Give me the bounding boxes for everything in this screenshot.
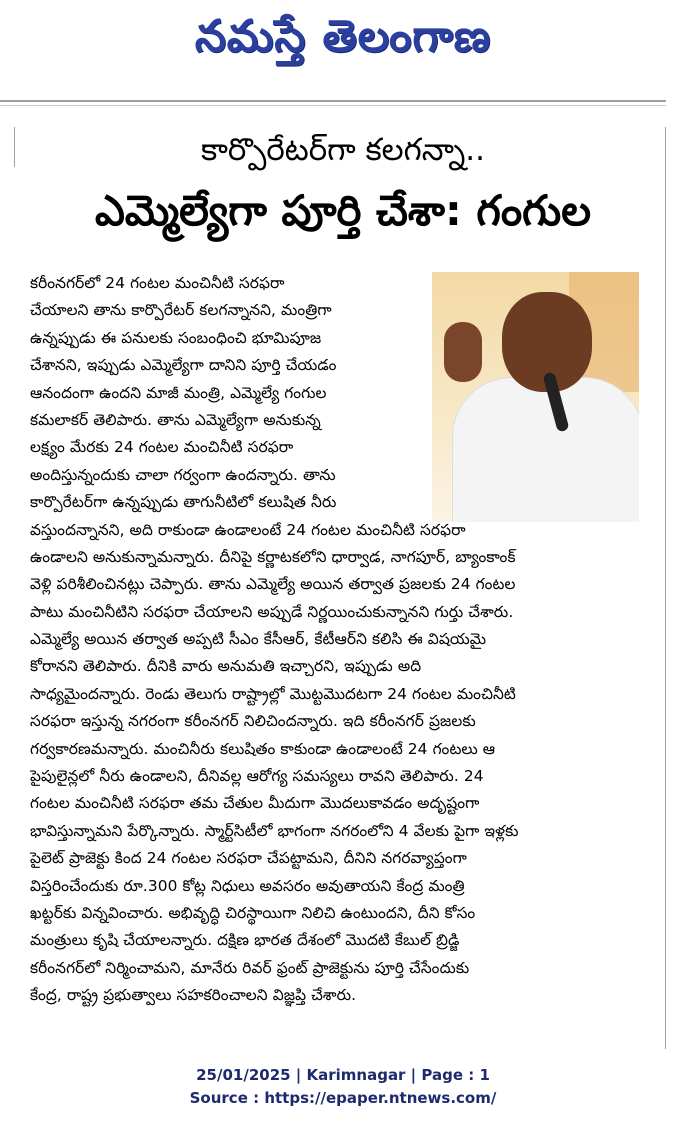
masthead (0, 0, 686, 84)
edition-info: 25/01/2025 | Karimnagar | Page : 1 (196, 1066, 490, 1084)
article-line: ఖట్టర్‌కు విన్నవించారు. అభివృద్ధి చిరస్థాయిగా నిలిచి ఉంటుందని, దీని కోసం (30, 903, 476, 922)
article-line: కరీంనగర్‌లో నిర్మించామని, మానేరు రివర్ ఫ్రంట్ ప్రాజెక్టును పూర్తి చేసేందుకు (30, 958, 470, 977)
article-line: కార్పొరేటర్‌గా ఉన్నప్పుడు తాగునీటిలో కలుషిత నీరు (30, 493, 337, 512)
article-kicker: కార్పొరేటర్‌గా కలగన్నా.. (200, 132, 485, 168)
article-line: కరీంనగర్‌లో 24 గంటల మంచినీటి సరఫరా (30, 274, 285, 292)
masthead-divider (0, 100, 666, 102)
article-headline: ఎమ్మెల్యేగా పూర్తి చేశా: గంగుల (95, 186, 591, 235)
masthead-divider-thin (0, 105, 666, 106)
article-line: కోరానని తెలిపారు. దీనికి వారు అనుమతి ఇచ్చారని, ఇప్పుడు అది (30, 657, 422, 676)
article-line: ఎమ్మెల్యే అయిన తర్వాత అప్పటి సీఎం కేసీఆర్, కేటీఆర్‌ని కలిసి ఈ విషయమై (30, 630, 487, 649)
article-line: కమలాకర్ తెలిపారు. తాను ఎమ్మెల్యేగా అనుకున్న (30, 410, 321, 429)
masthead-title: నమస్తే తెలంగాణ (194, 11, 492, 62)
article-line: ఉండాలని అనుకున్నామన్నారు. దీనిపై కర్ణాటకలోని ధార్వాడ, నాగపూర్, బ్యాంకాంక్ (30, 547, 516, 566)
article-line: కేంద్ర, రాష్ట్ర ప్రభుత్వాలు సహకరించాలని విజ్ఞప్తి చేశారు. (30, 986, 357, 1005)
article-line: వెళ్లి పరిశీలించినట్లు చెప్పారు. తాను ఎమ్మెల్యే అయిన తర్వాత ప్రజలకు 24 గంటల (30, 575, 516, 594)
article-line: చేయాలని తాను కార్పొరేటర్ కలగన్నానని, మంత్రిగా (30, 301, 332, 320)
source-link[interactable]: Source : https://epaper.ntnews.com/ (189, 1089, 497, 1107)
clipping-frame-right (665, 127, 666, 1049)
article-line: మంత్రులు కృషి చేయాలన్నారు. దక్షిణ భారత దేశంలో మొదటి కేబుల్ బ్రిడ్జి (30, 931, 460, 950)
article-line: పైలెట్ ప్రాజెక్టు కింద 24 గంటల సరఫరా చేపట్టామని, దీనిని నగరవ్యాప్తంగా (30, 849, 467, 868)
article-line: పాటు మంచినీటిని సరఫరా చేయాలని అప్పుడే నిర్ణయించుకున్నానని గుర్తు చేశారు. (30, 602, 514, 621)
article-body (30, 270, 640, 1010)
article-line: అందిస్తున్నందుకు చాలా గర్వంగా ఉందన్నారు. తాను (30, 465, 336, 484)
article-line: వస్తుందన్నానని, అది రాకుండా ఉండాలంటే 24 గంటల మంచినీటి సరఫరా (30, 520, 466, 539)
article-line: సరఫరా ఇస్తున్న నగరంగా కరీంనగర్ నిలిచిందన్నారు. ఇది కరీంనగర్ ప్రజలకు (30, 712, 476, 731)
article-line: లక్ష్యం మేరకు 24 గంటల మంచినీటి సరఫరా (30, 438, 294, 457)
article-line: భావిస్తున్నామని పేర్కొన్నారు. స్మార్ట్‌సిటీలో భాగంగా నగరంలోని 4 వేలకు పైగా ఇళ్లకు (30, 821, 519, 840)
article-line: గర్వకారణమన్నారు. మంచినీరు కలుషితం కాకుండా ఉండాలంటే 24 గంటలు ఆ (30, 739, 496, 758)
article-line: పైపులైన్లలో నీరు ఉండాలని, దీనివల్ల ఆరోగ్య సమస్యలు రావని తెలిపారు. 24 (30, 767, 484, 786)
article-line: ఆనందంగా ఉందని మాజీ మంత్రి, ఎమ్మెల్యే గంగుల (30, 383, 327, 402)
article-line: విస్తరించేందుకు రూ.300 కోట్ల నిధులు అవసరం అవుతాయని కేంద్ర మంత్రి (30, 876, 465, 895)
article-line: ఉన్నప్పుడు ఈ పనులకు సంబంధించి భూమిపూజ (30, 328, 322, 347)
article-line: సాధ్యమైందన్నారు. రెండు తెలుగు రాష్ట్రాల్లో మొట్టమొదటగా 24 గంటల మంచినీటి (30, 684, 516, 703)
article-line: గంటల మంచినీటి సరఫరా తమ చేతుల మీదుగా మొదలుకావడం అదృష్టంగా (30, 794, 480, 813)
article-line: చేశానని, ఇప్పుడు ఎమ్మెల్యేగా దానిని పూర్తి చేయడం (30, 356, 337, 375)
